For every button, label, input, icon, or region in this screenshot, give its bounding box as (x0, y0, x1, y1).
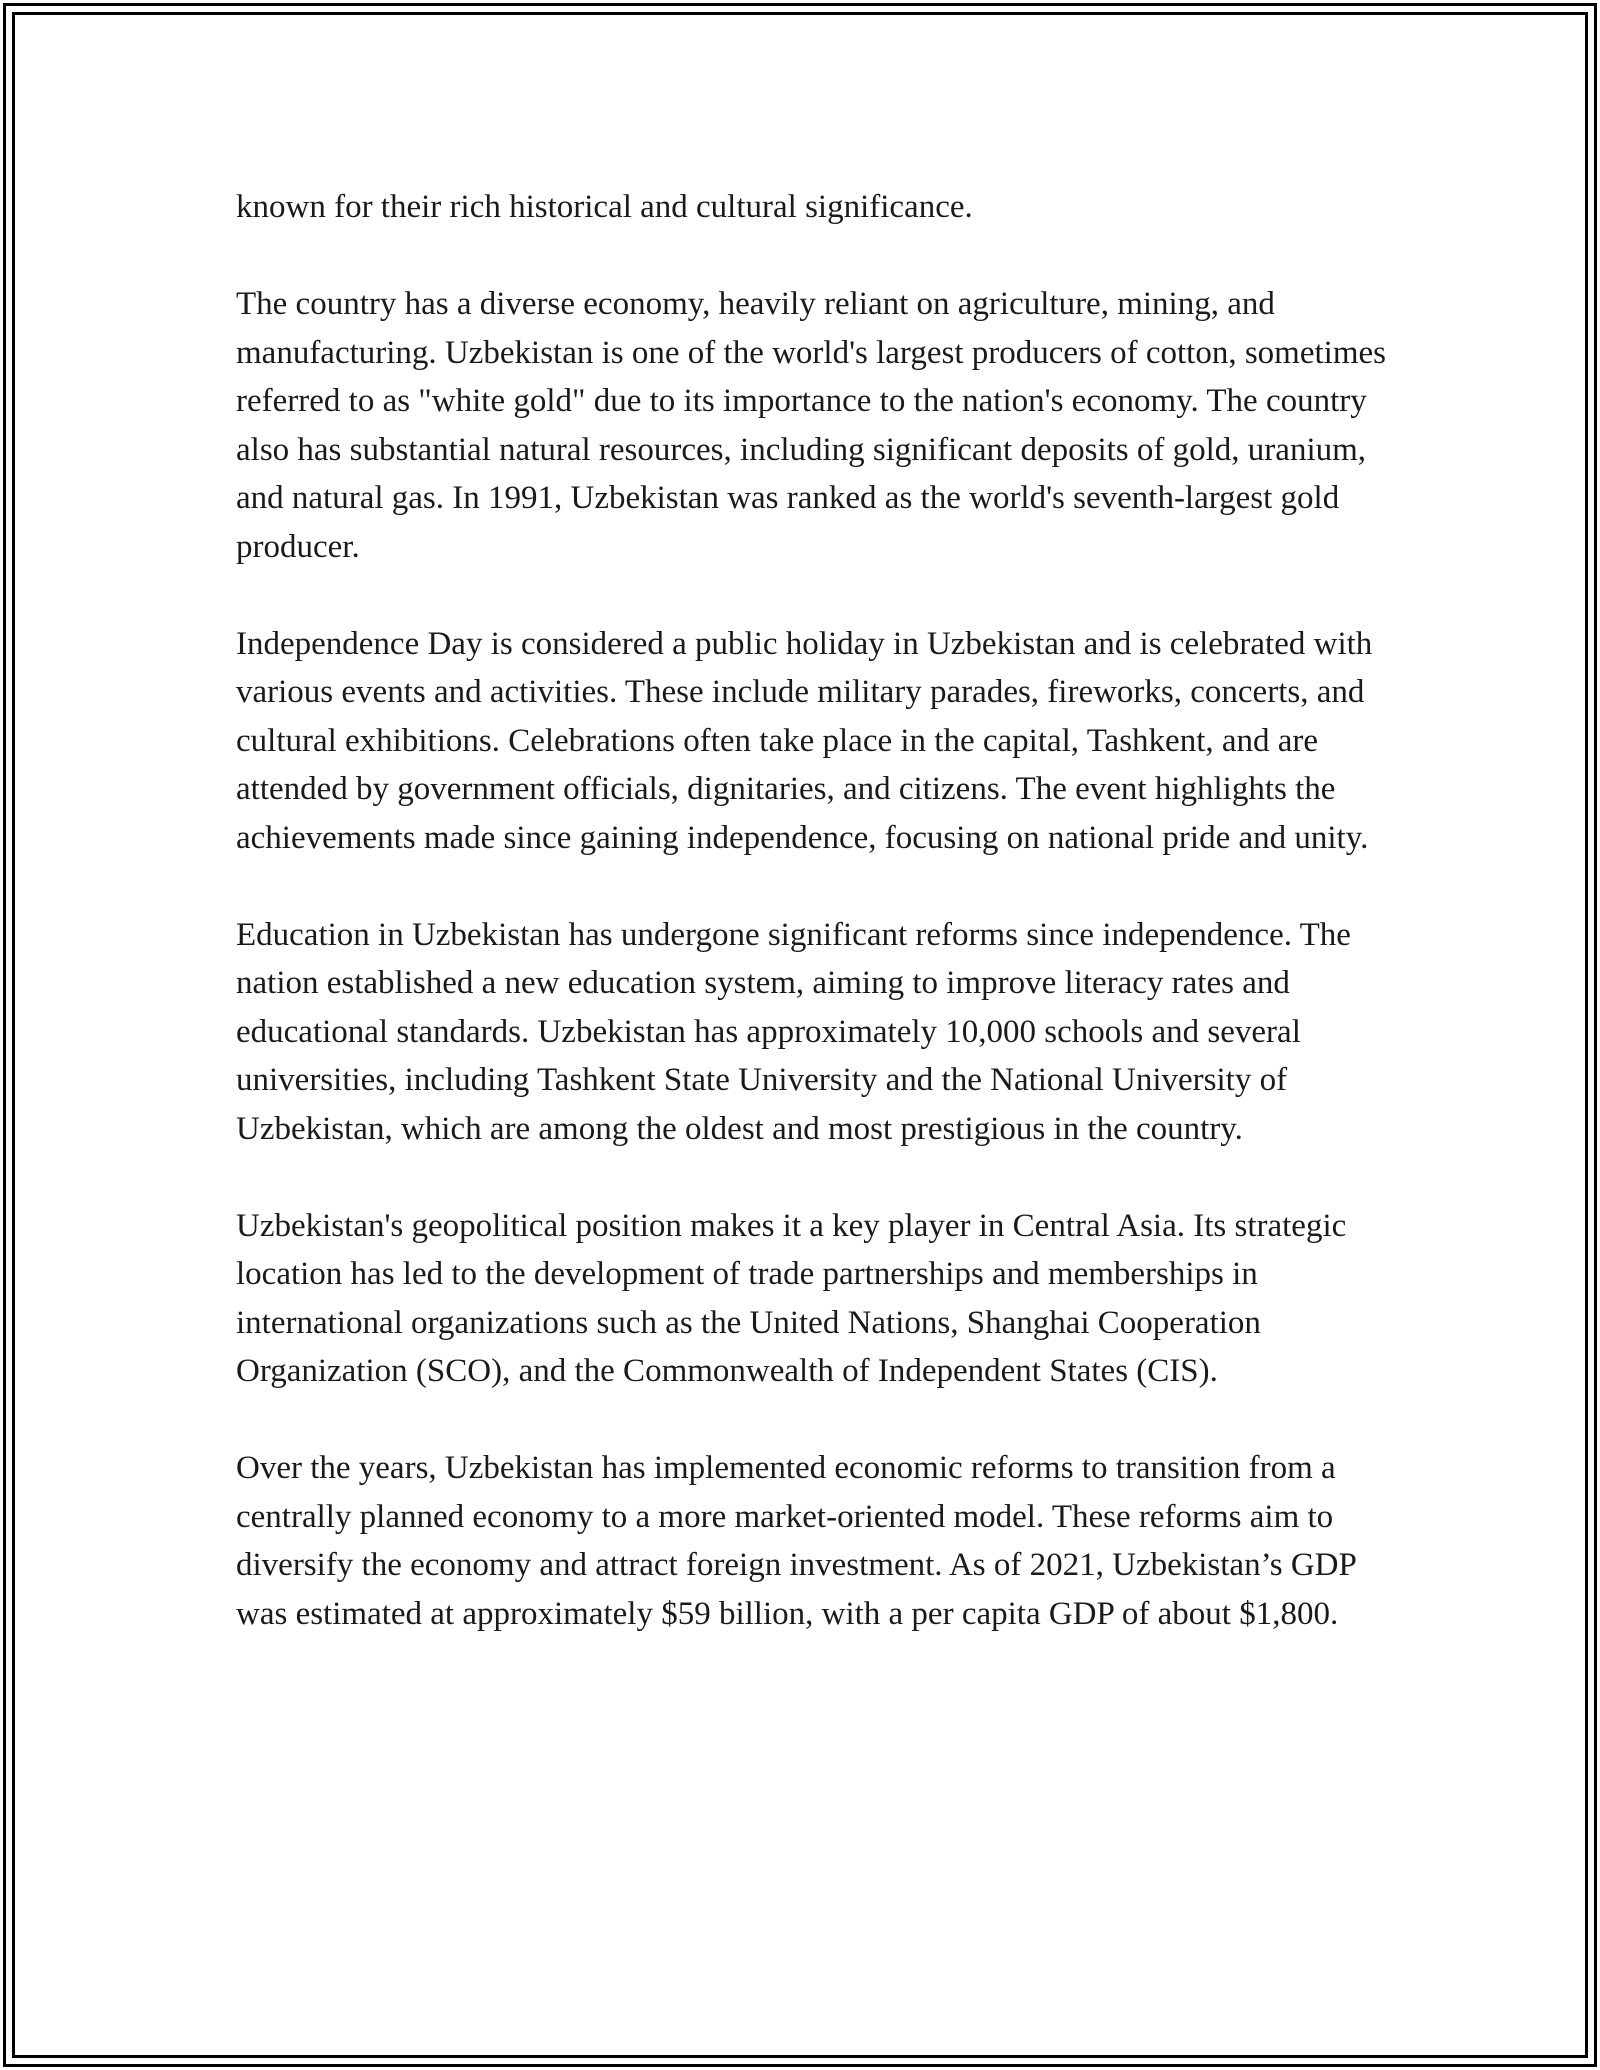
paragraph-independence-day: Independence Day is considered a public holiday in Uzbekistan and is celebrated with various events and activities. These include military parades, fireworks, concerts, and cultural exhibitions. Celebrations often take place in the capital, Tashkent, and are attended by government officials, dignitaries, and citizens. The event highlights the achievements made since gaining independence, focusing on national pride and unity. (236, 625, 1373, 856)
paragraph-education: Education in Uzbekistan has undergone significant reforms since independence. The nation established a new education system, aiming to improve literacy rates and educational standards. Uzbekistan has approximately 10,000 schools and several universities, including Tashkent State University and the National University of Uzbekistan, which are among the oldest and most prestigious in the country. (236, 916, 1351, 1147)
paragraph-economic-reforms: Over the years, Uzbekistan has implemented economic reforms to transition from a centrally planned economy to a more market-oriented model. These reforms aim to diversify the economy and attract foreign investment. As of 2021, Uzbekistan’s GDP was estimated at approximately $59 billion, with a per capita GDP of about $1,800. (236, 1450, 1356, 1632)
paragraph-continuation: known for their rich historical and cultural significance. (236, 189, 973, 225)
paragraph-geopolitics: Uzbekistan's geopolitical position makes it a key player in Central Asia. Its strategic location has led to the development of trade partnerships and memberships in international organizations such as the United Nations, Shanghai Cooperation Organization (SCO), and the Commonwealth of Independent States (CIS). (236, 1207, 1347, 1389)
paragraph-economy: The country has a diverse economy, heavily reliant on agriculture, mining, and manufacturing. Uzbekistan is one of the world's largest producers of cotton, sometimes referred to as "white gold" due to its importance to the nation's economy. The country also has substantial natural resources, including significant deposits of gold, uranium, and natural gas. In 1991, Uzbekistan was ranked as the world's seventh-largest gold producer. (236, 286, 1386, 565)
document-body (236, 183, 1406, 1687)
